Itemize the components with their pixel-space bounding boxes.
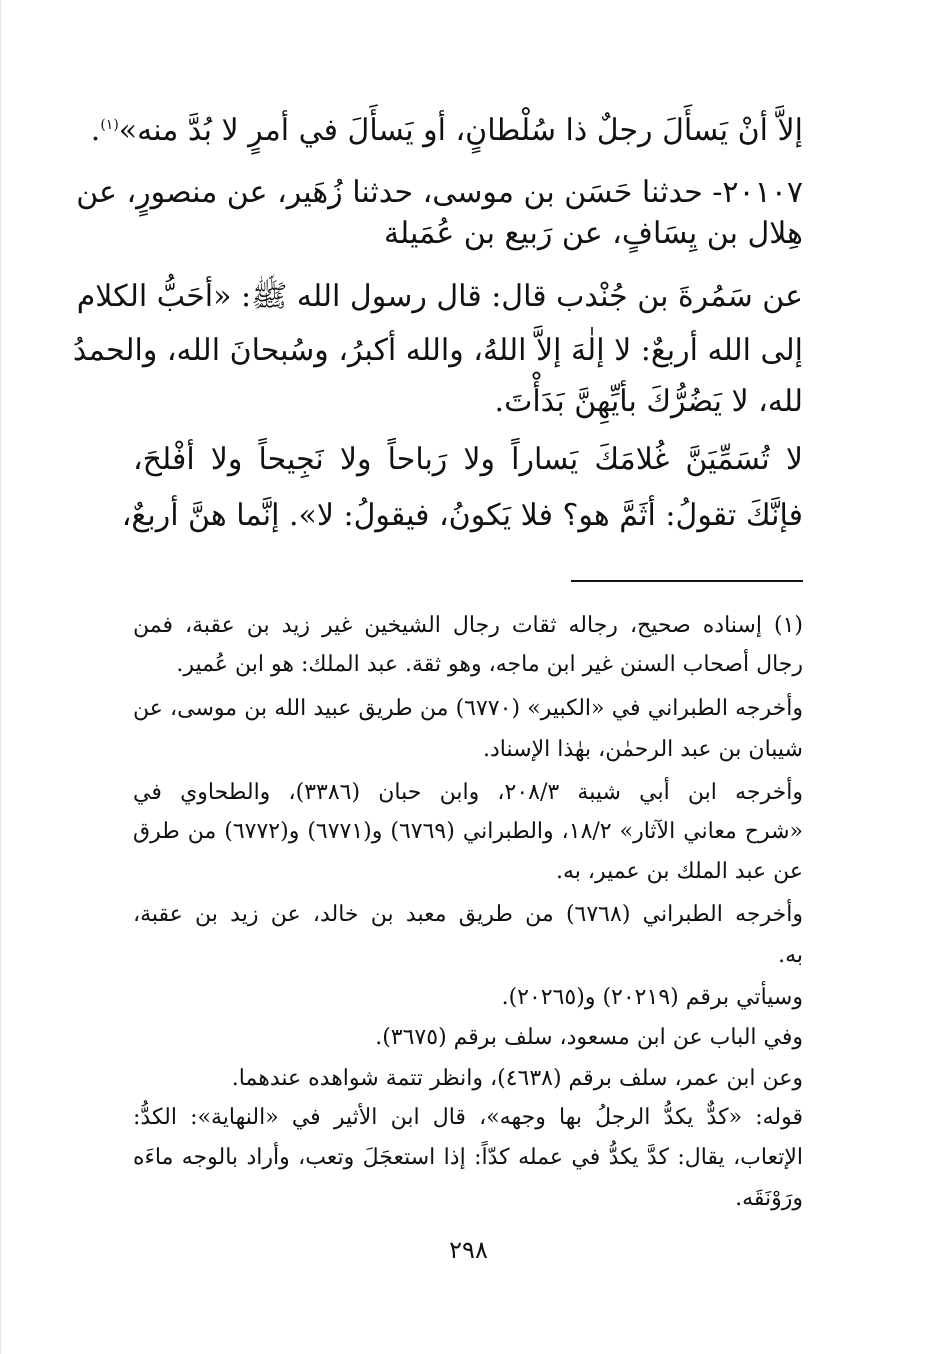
footnote-line: رجال أصحاب السنن غير ابن ماجه، وهو ثقة. عبد الملك: هو ابن عُمير. [176, 652, 803, 677]
page-number: ٢٩٨ [449, 1236, 488, 1264]
footnote-line: وأخرجه ابن أبي شيبة ٢٠٨/٣، وابن حبان (٣٣٨٦)، والطحاوي في [133, 780, 803, 805]
main-text-line: إلاَّ أنْ يَسأَلَ رجلٌ ذا سُلْطانٍ، أو يَسأَلَ في أمرٍ لا بُدَّ منه»$^{(١)}$. [90, 113, 803, 148]
footnote-line: وسيأتي برقم (٢٠٢١٩) و(٢٠٢٦٥). [501, 985, 803, 1010]
main-text-line: لا تُسَمِّيَنَّ غُلامَكَ يَساراً ولا رَباحاً ولا نَجِيحاً ولا أفْلحَ، [133, 442, 803, 477]
main-text-line: فإنَّكَ تقولُ: أثَمَّ هو؟ فلا يَكونُ، فيقولُ: لا». إنَّما هنَّ أربعٌ، [121, 498, 803, 533]
main-text-line: عن سَمُرةَ بن جُنْدب قال: قال رسول الله ﷺ: «أحَبُّ الكلام [76, 279, 803, 314]
footnote-line: قوله: «كدٌّ يكدُّ الرجلُ بها وجهه»، قال ابن الأثير في «النهاية»: الكدُّ: [133, 1105, 803, 1130]
footnote-line: وفي الباب عن ابن مسعود، سلف برقم (٣٦٧٥). [375, 1025, 803, 1050]
footnote-separator [571, 580, 803, 582]
hadith-number-line: ٢٠١٠٧- حدثنا حَسَن بن موسى، حدثنا زُهَير، عن منصورٍ، عن [76, 175, 803, 210]
footnote-line: شيبان بن عبد الرحمٰن، بهٰذا الإسناد. [483, 737, 803, 762]
footnote-line: وأخرجه الطبراني (٦٧٦٨) من طريق معبد بن خالد، عن زيد بن عقبة، [133, 902, 804, 927]
main-text-line: هِلال بن يِسَافٍ، عن رَبيع بن عُمَيلة [383, 216, 803, 251]
main-text-line: لله، لا يَضُرُّكَ بأيِّهِنَّ بَدَأْتَ. [494, 384, 803, 419]
footnote-line: ورَوْنَقَه. [735, 1186, 803, 1211]
footnote-marker: (١) [100, 117, 119, 133]
main-text-line: إلى الله أربعٌ: لا إلٰهَ إلاَّ اللهُ، والله أكبرُ، وسُبحانَ الله، والحمدُ [72, 333, 803, 368]
footnote-line: به. [778, 943, 803, 968]
footnote-line: الإتعاب، يقال: كدَّ يكدُّ في عمله كدّاً: إذا استعجَلَ وتعب، وأراد بالوجه ماءَه [133, 1145, 803, 1170]
footnote-line: (١) إسناده صحيح، رجاله ثقات رجال الشيخين غير زيد بن عقبة، فمن [133, 613, 803, 638]
footnote-line: عن عبد الملك بن عمير، به. [555, 859, 803, 884]
footnote-line: وأخرجه الطبراني في «الكبير» (٦٧٧٠) من طريق عبيد الله بن موسى، عن [133, 696, 804, 721]
footnote-line: «شرح معاني الآثار» ١٨/٢، والطبراني (٦٧٦٩) و(٦٧٧١) و(٦٧٧٢) من طرق [133, 819, 803, 844]
footnote-line: وعن ابن عمر، سلف برقم (٤٦٣٨)، وانظر تتمة شواهده عندهما. [231, 1066, 803, 1091]
scan-edge-line [0, 0, 1, 1354]
